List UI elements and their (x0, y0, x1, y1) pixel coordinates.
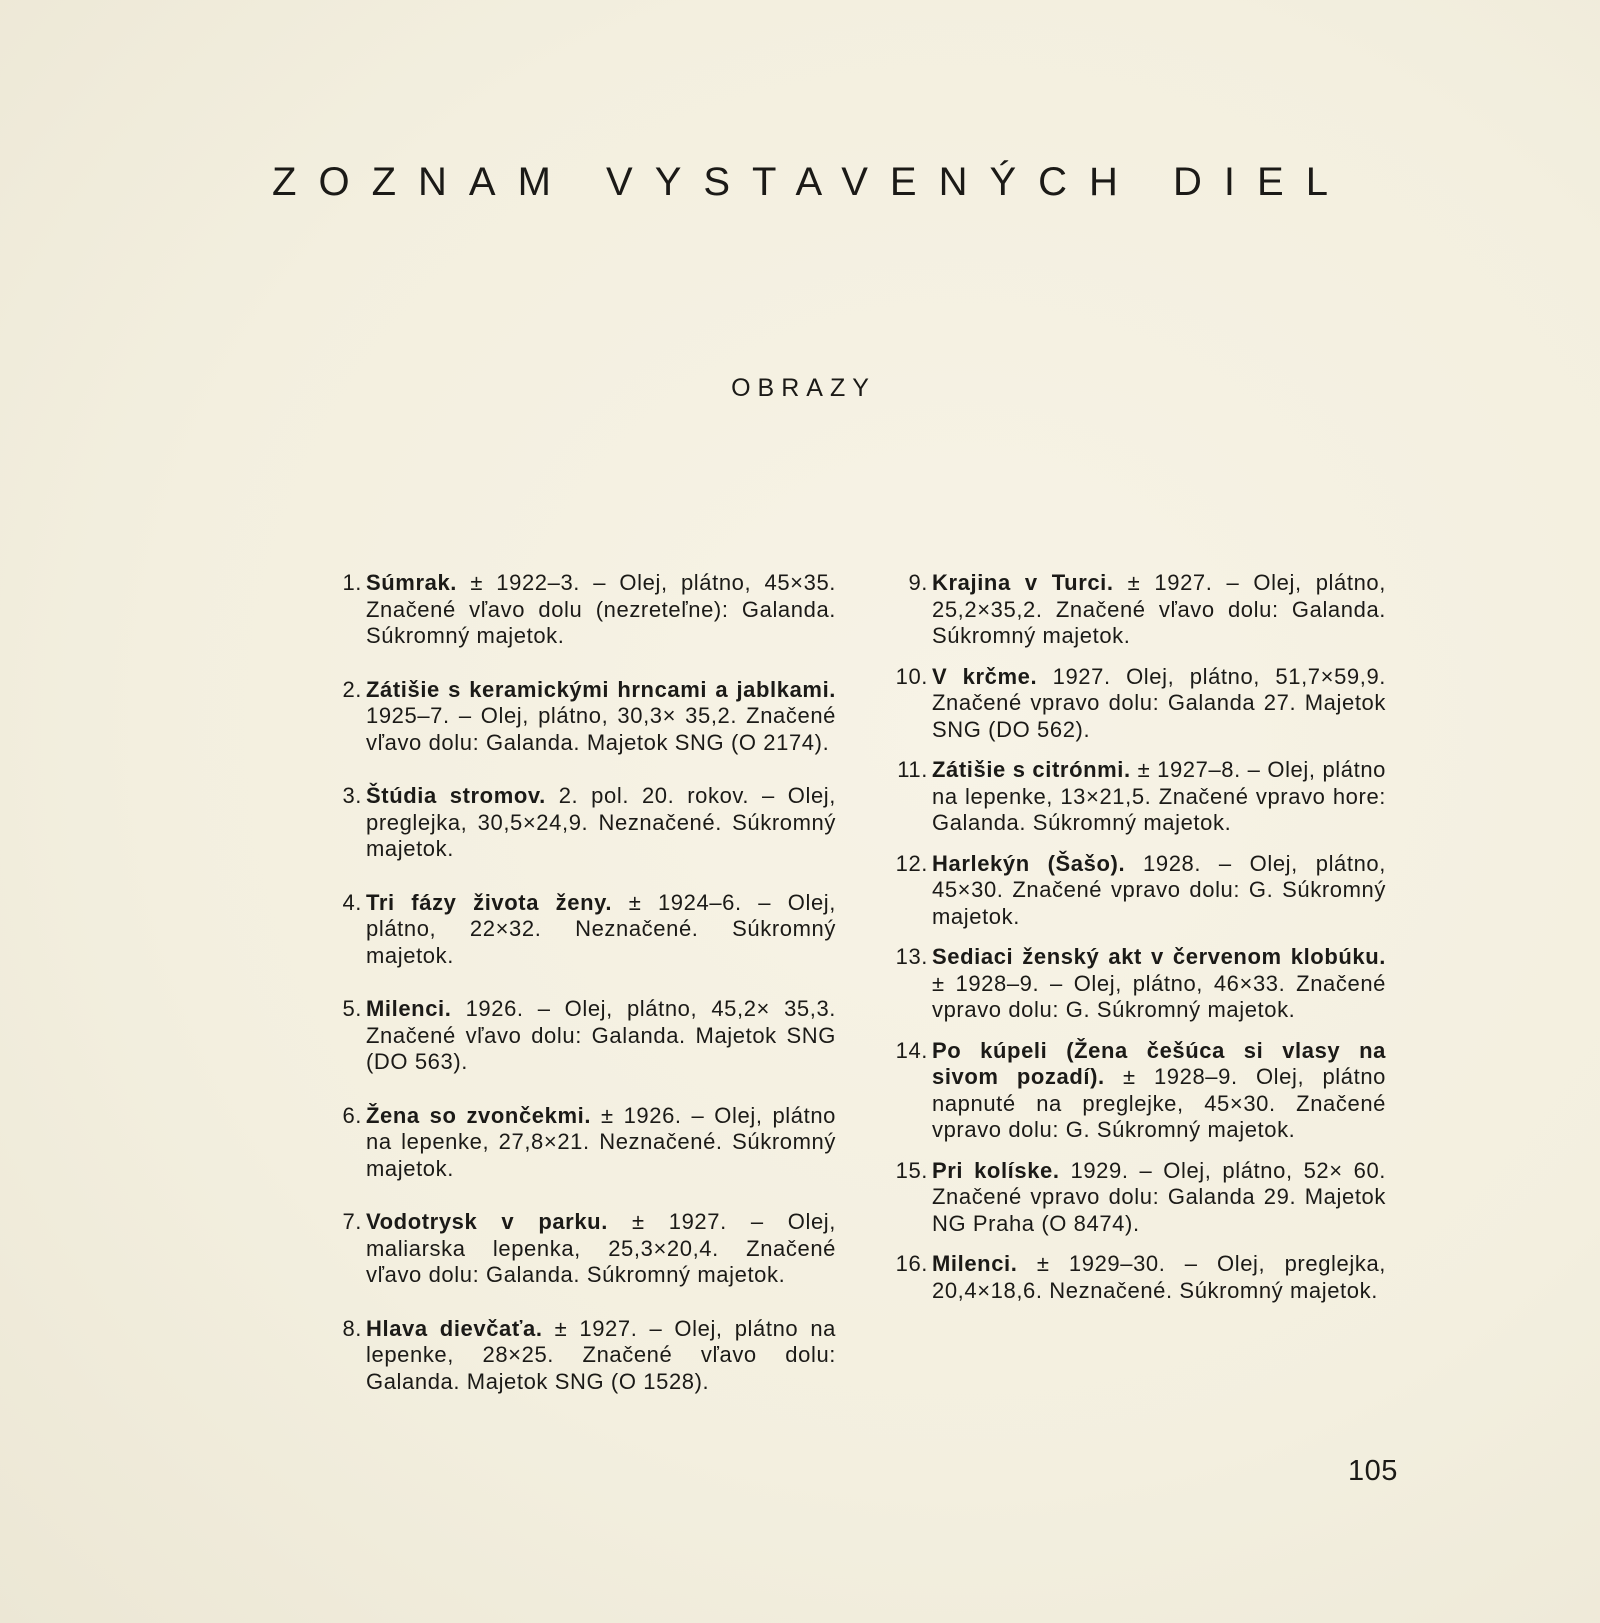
entry-number: 3. (342, 783, 362, 808)
entry-number: 4. (342, 889, 362, 915)
entry-title: Tri fázy života ženy. (366, 889, 613, 915)
entry-description: ± 1927. – Olej, plátno na lepenke, 28×25. Značené vľavo dolu: Galanda. Majetok SNG (O 1528). (366, 1315, 836, 1394)
entry-description: 1926. – Olej, plátno, 45,2× 35,3. Značené vľavo dolu: Galanda. Majetok SNG (DO 563). (366, 996, 836, 1074)
catalog-entry (330, 570, 836, 650)
entry-description: ± 1929–30. – Olej, preglejka, 20,4×18,6. Neznačené. Súkromný majetok. (932, 1251, 1386, 1303)
entry-number: 7. (342, 1209, 362, 1234)
catalog-entry (880, 570, 1386, 650)
catalog-entry (880, 851, 1386, 931)
catalog-entry (880, 1158, 1386, 1238)
entry-description: 1927. Olej, plátno, 51,7×59,9. Značené vpravo dolu: Galanda 27. Majetok SNG (DO 562). (932, 663, 1386, 742)
catalog-entry (330, 1209, 836, 1289)
page-heading: ZOZNAM VYSTAVENÝCH DIEL (272, 160, 1350, 204)
entry-description: ± 1927–8. – Olej, plátno na lepenke, 13×21,5. Značené vpravo hore: Galanda. Súkromný majetok. (932, 757, 1386, 835)
page-number: 105 (1348, 1455, 1398, 1487)
entry-description: ± 1928–9. – Olej, plátno, 46×33. Značené vpravo dolu: G. Súkromný majetok. (932, 970, 1386, 1022)
entry-title: Zátišie s keramickými hrncami a jablkami. (366, 676, 836, 702)
entry-title: Súmrak. (366, 570, 458, 595)
entry-number: 1. (342, 570, 362, 595)
entry-title: Žena so zvončekmi. (366, 1102, 592, 1128)
entry-title: Vodotrysk v parku. (366, 1209, 608, 1234)
entry-title: Milenci. (932, 1251, 1018, 1276)
entry-title: Zátišie s citrónmi. (932, 757, 1131, 782)
catalog-entry (880, 944, 1386, 1024)
entry-number: 13. (895, 944, 928, 969)
entry-description: 1928. – Olej, plátno, 45×30. Značené vpravo dolu: G. Súkromný majetok. (932, 850, 1386, 929)
right-column (880, 570, 1386, 1318)
entry-number: 8. (342, 1315, 362, 1341)
catalog-entry (330, 783, 836, 863)
entry-description: ± 1927. – Olej, plátno, 25,2×35,2. Značené vľavo dolu: Galanda. Súkromný majetok. (932, 570, 1386, 648)
entry-description: ± 1927. – Olej, maliarska lepenka, 25,3×20,4. Značené vľavo dolu: Galanda. Súkromný majetok. (366, 1209, 836, 1287)
entry-number: 9. (908, 570, 928, 595)
catalog-entry (330, 890, 836, 970)
left-column (330, 570, 836, 1422)
entry-description: 1925–7. – Olej, plátno, 30,3× 35,2. Značené vľavo dolu: Galanda. Majetok SNG (O 2174). (366, 703, 836, 755)
entry-description: 2. pol. 20. rokov. – Olej, preglejka, 30,5×24,9. Neznačené. Súkromný majetok. (366, 783, 836, 861)
entry-title: Sediaci ženský akt v červenom klobúku. (932, 944, 1386, 969)
catalog-entry (330, 996, 836, 1076)
entry-title: Po kúpeli (Žena češúca si vlasy na sivom pozadí). (932, 1037, 1386, 1089)
entry-number: 5. (342, 996, 362, 1021)
entry-title: Krajina v Turci. (932, 570, 1114, 595)
entry-description: ± 1928–9. Olej, plátno napnuté na preglejke, 45×30. Značené vpravo dolu: G. Súkromný majetok. (932, 1064, 1386, 1142)
entry-description: ± 1926. – Olej, plátno na lepenke, 27,8×21. Neznačené. Súkromný majetok. (366, 1102, 836, 1181)
catalog-entry (880, 1038, 1386, 1144)
entry-number: 10. (895, 663, 928, 689)
catalog-entry (880, 664, 1386, 744)
entry-number: 16. (895, 1251, 928, 1276)
entry-number: 6. (342, 1102, 362, 1128)
entry-number: 11. (897, 757, 928, 782)
entry-number: 12. (895, 850, 928, 876)
catalog-entry (330, 677, 836, 757)
entry-title: Harlekýn (Šašo). (932, 850, 1126, 876)
entry-description: ± 1922–3. – Olej, plátno, 45×35. Značené vľavo dolu (nezreteľne): Galanda. Súkromný majetok. (366, 570, 836, 648)
catalog-entry (330, 1103, 836, 1183)
catalog-entry (880, 757, 1386, 837)
entry-number: 2. (342, 676, 362, 702)
entry-title: Štúdia stromov. (366, 783, 546, 808)
catalog-entry (880, 1251, 1386, 1304)
entry-title: V krčme. (932, 663, 1038, 689)
entry-description: ± 1924–6. – Olej, plátno, 22×32. Neznačené. Súkromný majetok. (366, 889, 836, 968)
entry-number: 15. (895, 1157, 928, 1183)
entry-title: Pri kolíske. (932, 1157, 1060, 1183)
entry-title: Milenci. (366, 996, 452, 1021)
section-heading: OBRAZY (731, 374, 876, 402)
entry-title: Hlava dievčaťa. (366, 1315, 543, 1341)
entry-description: 1929. – Olej, plátno, 52× 60. Značené vpravo dolu: Galanda 29. Majetok NG Praha (O 8474). (932, 1157, 1386, 1236)
catalog-entry (330, 1316, 836, 1396)
entry-number: 14. (895, 1037, 928, 1063)
